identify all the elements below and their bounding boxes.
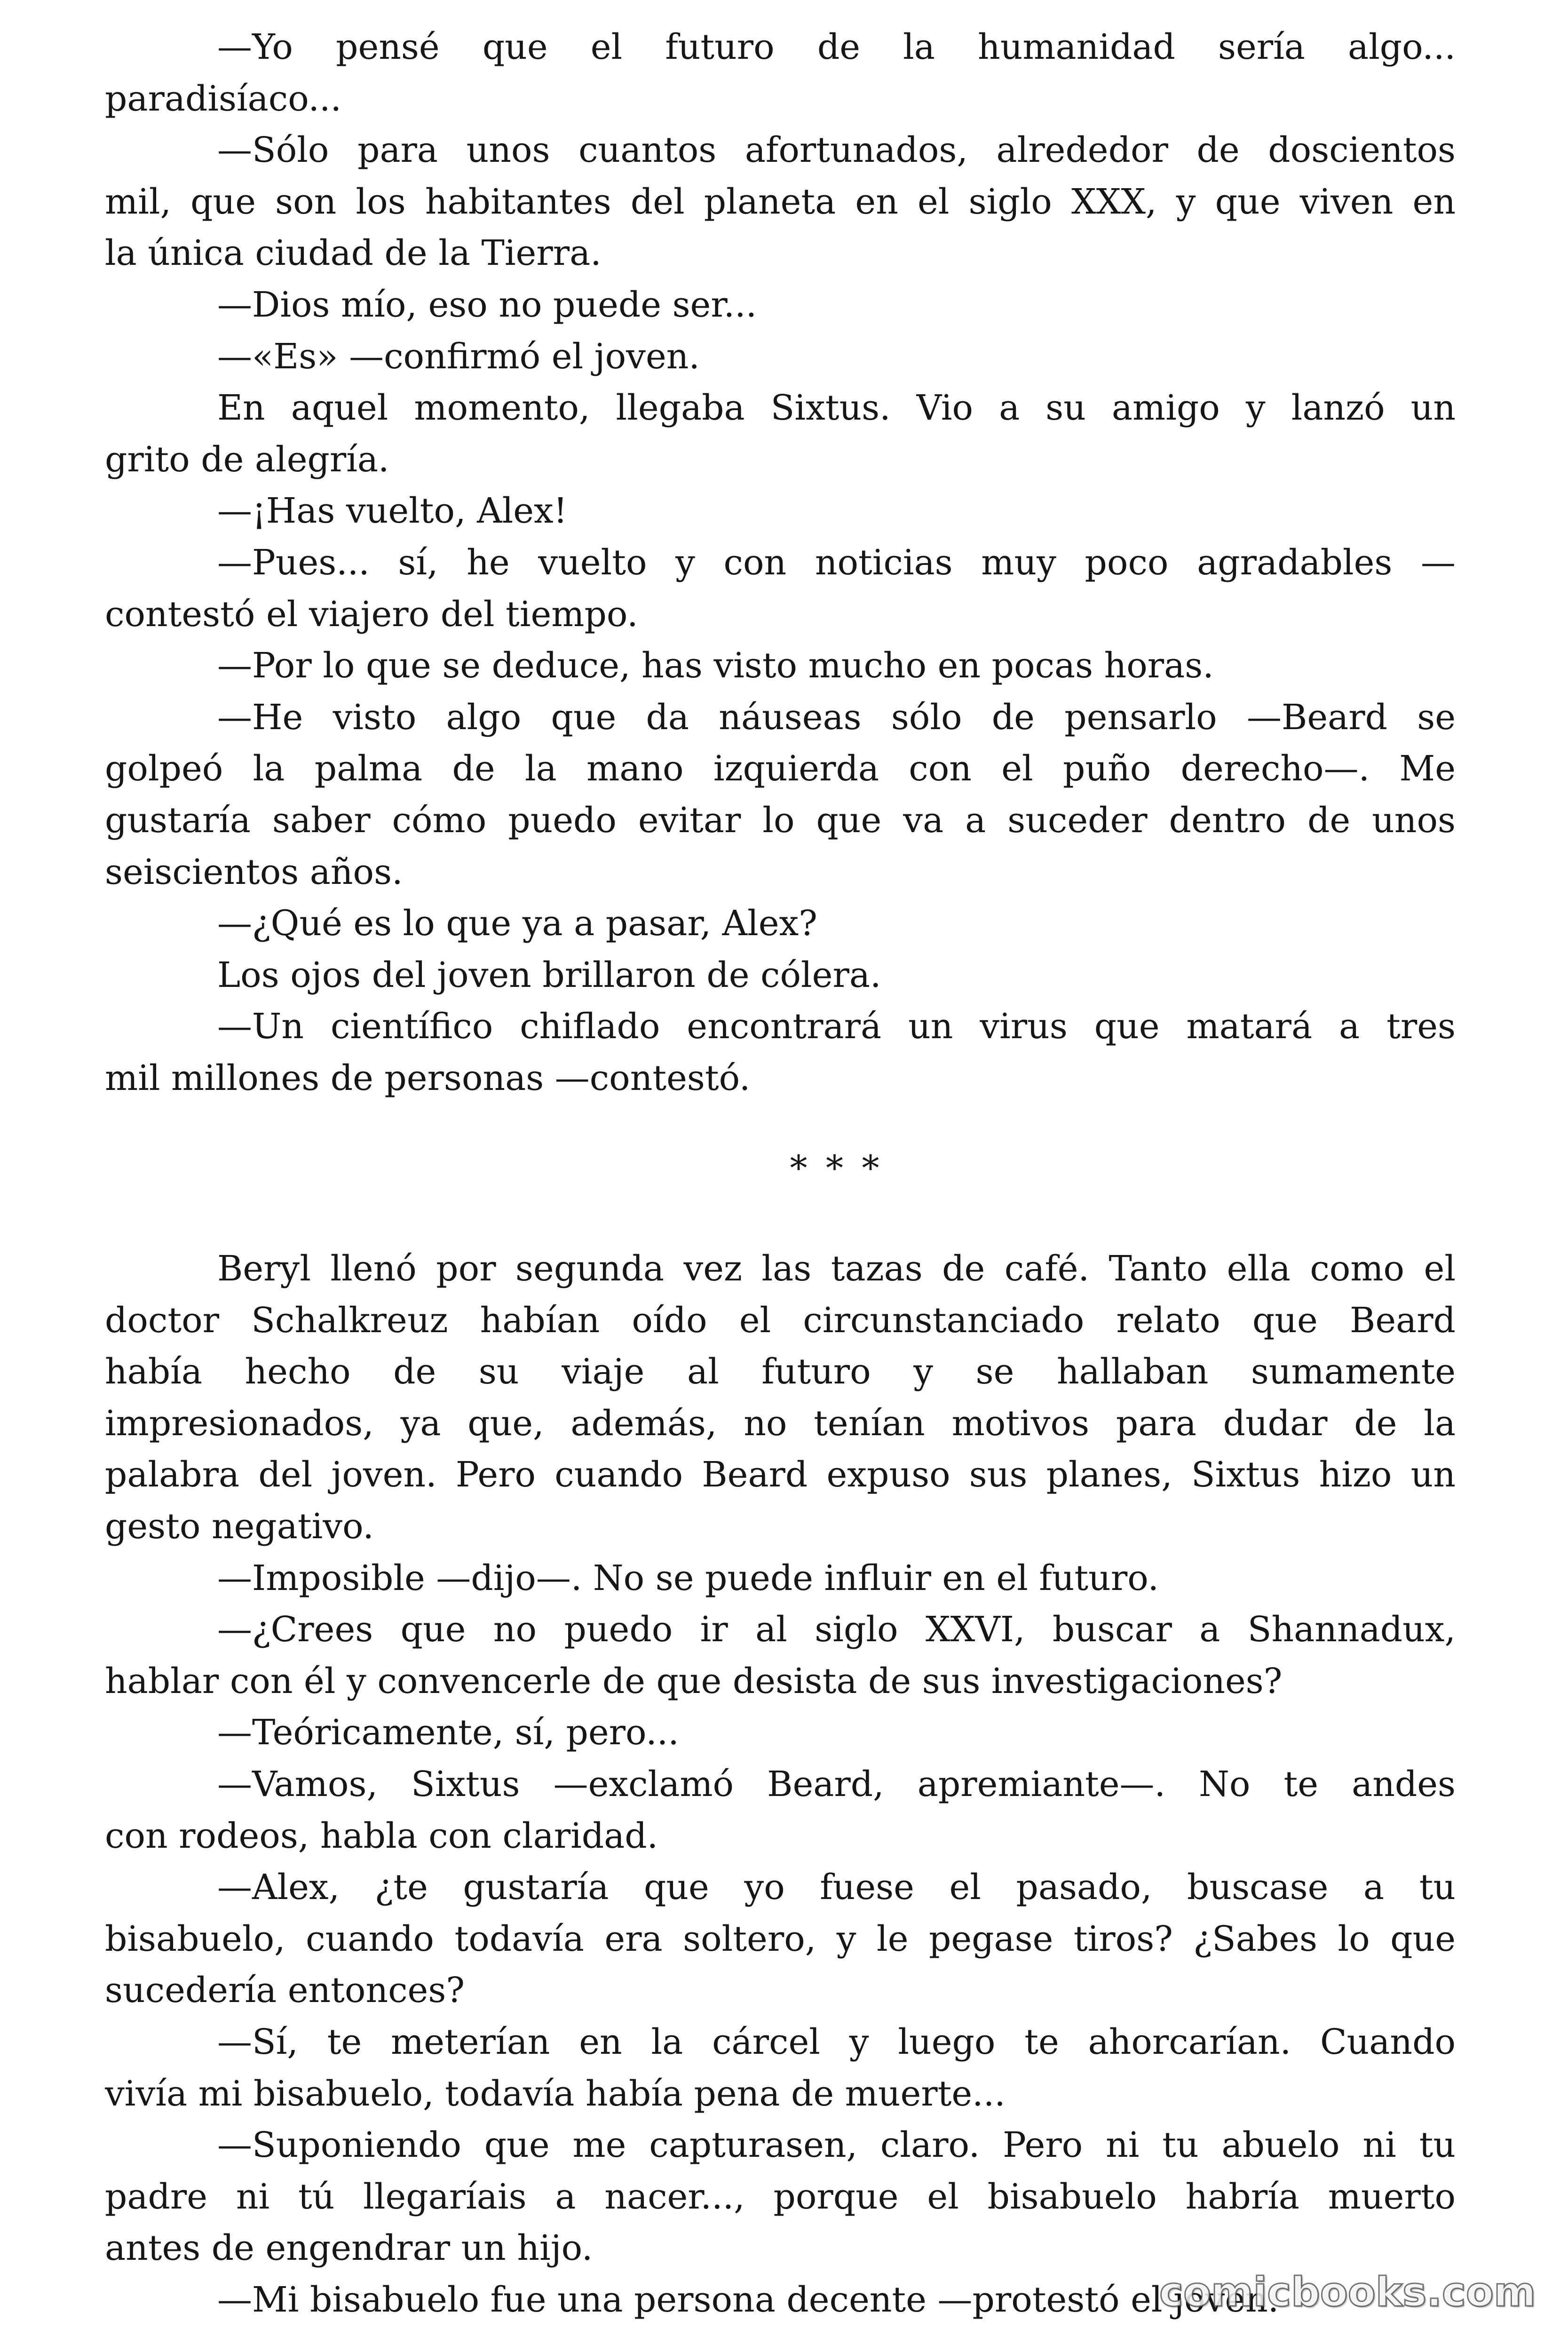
text-line: padre ni tú llegaríais a nacer..., porque el bisabuelo habría muerto [105, 2176, 1456, 2217]
text-line: Beryl llenó por segunda vez las tazas de café. Tanto ella como el [217, 1248, 1456, 1289]
text-line: impresionados, ya que, además, no tenían motivos para dudar de la [105, 1403, 1456, 1444]
text-line: —Pues... sí, he vuelto y con noticias muy poco agradables — [217, 542, 1456, 583]
text-line: —Sólo para unos cuantos afortunados, alrededor de doscientos [217, 130, 1456, 171]
text-line: En aquel momento, llegaba Sixtus. Vio a su amigo y lanzó un [217, 388, 1456, 429]
text-line: bisabuelo, cuando todavía era soltero, y le pegase tiros? ¿Sabes lo que [105, 1918, 1456, 1959]
text-line: palabra del joven. Pero cuando Beard expuso sus planes, Sixtus hizo un [105, 1454, 1456, 1495]
text-line: —Mi bisabuelo fue una persona decente —protestó el joven. [217, 2279, 1279, 2320]
text-line: —Alex, ¿te gustaría que yo fuese el pasado, buscase a tu [217, 1867, 1456, 1908]
text-line: vivía mi bisabuelo, todavía había pena de muerte... [105, 2073, 1006, 2114]
paragraph [105, 640, 1456, 692]
text-line: —Un científico chiflado encontrará un virus que matará a tres [217, 1006, 1456, 1047]
text-line: —¡Has vuelto, Alex! [217, 491, 568, 532]
paragraph [105, 1862, 1456, 2017]
paragraph [105, 279, 1456, 331]
text-line: —¿Qué es lo que ya a pasar, Alex? [217, 903, 817, 944]
paragraph [105, 485, 1456, 537]
paragraph [105, 2120, 1456, 2274]
text-line: —Imposible —dijo—. No se puede influir en el futuro. [217, 1557, 1159, 1598]
paragraph [105, 1243, 1456, 1553]
text-line: —Por lo que se deduce, has visto mucho en pocas horas. [217, 645, 1214, 686]
paragraph [105, 1604, 1456, 1707]
text-line: —Sí, te meterían en la cárcel y luego te ahorcarían. Cuando [217, 2021, 1456, 2062]
text-line: con rodeos, habla con claridad. [105, 1815, 658, 1856]
text-line: doctor Schalkreuz habían oído el circunstanciado relato que Beard [105, 1300, 1456, 1341]
paragraph [105, 22, 1456, 125]
text-line: —He visto algo que da náuseas sólo de pensarlo —Beard se [217, 697, 1456, 738]
text-line: Los ojos del joven brillaron de cólera. [217, 954, 881, 995]
paragraph [105, 1553, 1456, 1605]
paragraph [105, 898, 1456, 950]
paragraph [105, 692, 1456, 898]
text-line: contestó el viajero del tiempo. [105, 594, 638, 635]
paragraph [105, 125, 1456, 279]
text-line: gustaría saber cómo puedo evitar lo que va a suceder dentro de unos [105, 800, 1456, 841]
text-line: gesto negativo. [105, 1506, 374, 1547]
text-line: —«Es» —confirmó el joven. [217, 336, 700, 377]
text-line: —Teóricamente, sí, pero... [217, 1712, 679, 1753]
text-line: antes de engendrar un hijo. [105, 2228, 593, 2269]
text-line: golpeó la palma de la mano izquierda con el puño derecho—. Me [105, 748, 1456, 789]
text-line: —Vamos, Sixtus —exclamó Beard, apremiante—. No te andes [217, 1764, 1456, 1804]
paragraph [105, 1759, 1456, 1862]
paragraph [105, 331, 1456, 383]
text-line: mil, que son los habitantes del planeta en el siglo XXX, y que viven en [105, 181, 1456, 222]
text-section-2 [105, 1243, 1456, 2326]
text-line: paradisíaco... [105, 78, 342, 119]
text-line: —Dios mío, eso no puede ser... [217, 284, 757, 325]
watermark: comicbooks.com [1159, 2269, 1536, 2316]
text-line: mil millones de personas —contestó. [105, 1057, 751, 1098]
paragraph [105, 382, 1456, 485]
paragraph [105, 537, 1456, 640]
text-line: —Yo pensé que el futuro de la humanidad sería algo... [217, 27, 1456, 67]
text-line: sucedería entonces? [105, 1970, 465, 2011]
paragraph [105, 1001, 1456, 1104]
text-line: seiscientos años. [105, 851, 403, 892]
section-break: * * * [790, 1148, 883, 1189]
text-line: grito de alegría. [105, 439, 389, 480]
text-line: hablar con él y convencerle de que desista de sus investigaciones? [105, 1661, 1283, 1701]
text-line: —¿Crees que no puedo ir al siglo XXVI, buscar a Shannadux, [217, 1609, 1456, 1650]
text-line: —Suponiendo que me capturasen, claro. Pero ni tu abuelo ni tu [217, 2125, 1456, 2166]
paragraph [105, 1707, 1456, 1759]
paragraph [105, 2017, 1456, 2120]
text-line: había hecho de su viaje al futuro y se hallaban sumamente [105, 1351, 1456, 1392]
paragraph [105, 950, 1456, 1001]
text-section-1 [105, 22, 1456, 1104]
text-line: la única ciudad de la Tierra. [105, 233, 602, 274]
